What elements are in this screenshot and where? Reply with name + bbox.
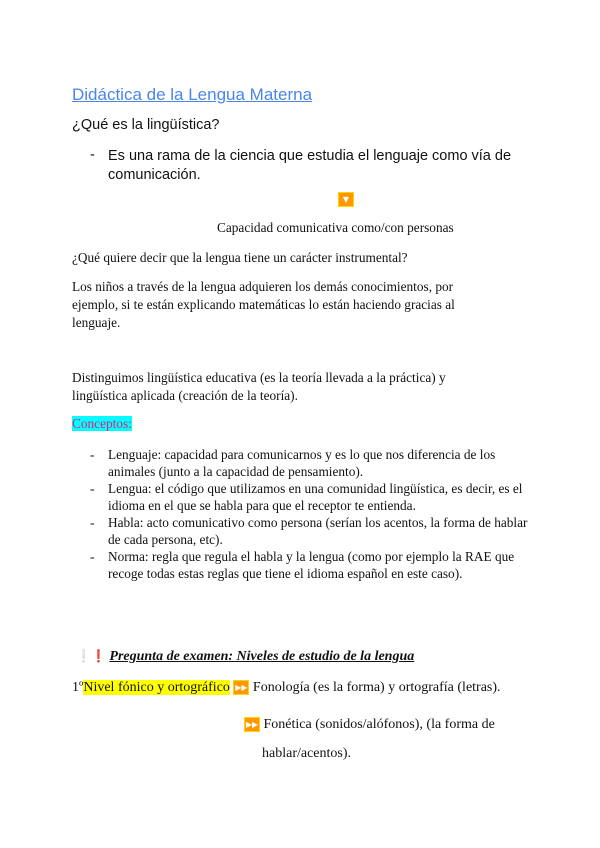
level-item: Fonología (es la forma) y ortografía (letras).: [252, 680, 501, 695]
capacity-text: Capacidad comunicativa como/con personas: [217, 220, 454, 235]
fast-forward-icon: ▶▶: [244, 717, 260, 732]
double-arrow-down-icon: ▼: [338, 192, 354, 207]
exclamation-icon: ❕❗: [76, 649, 106, 663]
exam-heading-row: [76, 649, 414, 665]
answer-line: comunicación.: [108, 167, 201, 183]
fast-forward-icon: ▶▶: [233, 680, 249, 695]
list-item: - Norma: regla que regula el habla y la lengua (como por ejemplo la RAE que recoge todas estas reglas que tiene el idioma español en este caso).: [90, 549, 515, 581]
answer-line: Es una rama de la ciencia que estudia el lenguaje como vía de: [108, 148, 512, 164]
list-item: - Lengua: el código que utilizamos en una comunidad lingüística, es decir, es el idioma en el que se habla para que el receptor te entienda.: [90, 481, 523, 513]
exam-heading: Pregunta de examen: Niveles de estudio de la lengua: [109, 649, 415, 664]
question-linguistics: ¿Qué es la lingüística?: [72, 117, 220, 133]
level-name: Nivel fónico y ortográfico: [83, 680, 230, 695]
concepts-list: [72, 446, 532, 582]
level-item-phonetics: ▶▶ Fonética (sonidos/alófonos), (la forma de hablar/acentos).: [245, 717, 495, 761]
level-number: 1º: [72, 680, 84, 695]
concepts-label: Conceptos:: [72, 416, 132, 431]
question-instrumental: ¿Qué quiere decir que la lengua tiene un carácter instrumental?: [72, 250, 408, 265]
paragraph-children: Los niños a través de la lengua adquieren los demás conocimientos, por ejemplo, si te están explicando matemáticas lo están haciendo gracias al lenguaje.: [72, 279, 455, 330]
document-title: Didáctica de la Lengua Materna: [72, 85, 313, 104]
paragraph-distinction: Distinguimos lingüística educativa (es la teoría llevada a la práctica) y lingüística aplicada (creación de la teoría).: [72, 370, 446, 403]
answer-linguistics: [108, 147, 511, 185]
list-item: - Habla: acto comunicativo como persona (serían los acentos, la forma de hablar de cada persona, etc).: [90, 515, 528, 547]
list-item: - Lenguaje: capacidad para comunicarnos y es lo que nos diferencia de los animales (junto a la capacidad de pensamiento).: [90, 447, 496, 479]
level-row: [72, 680, 501, 696]
bullet-dash: -: [90, 147, 95, 163]
